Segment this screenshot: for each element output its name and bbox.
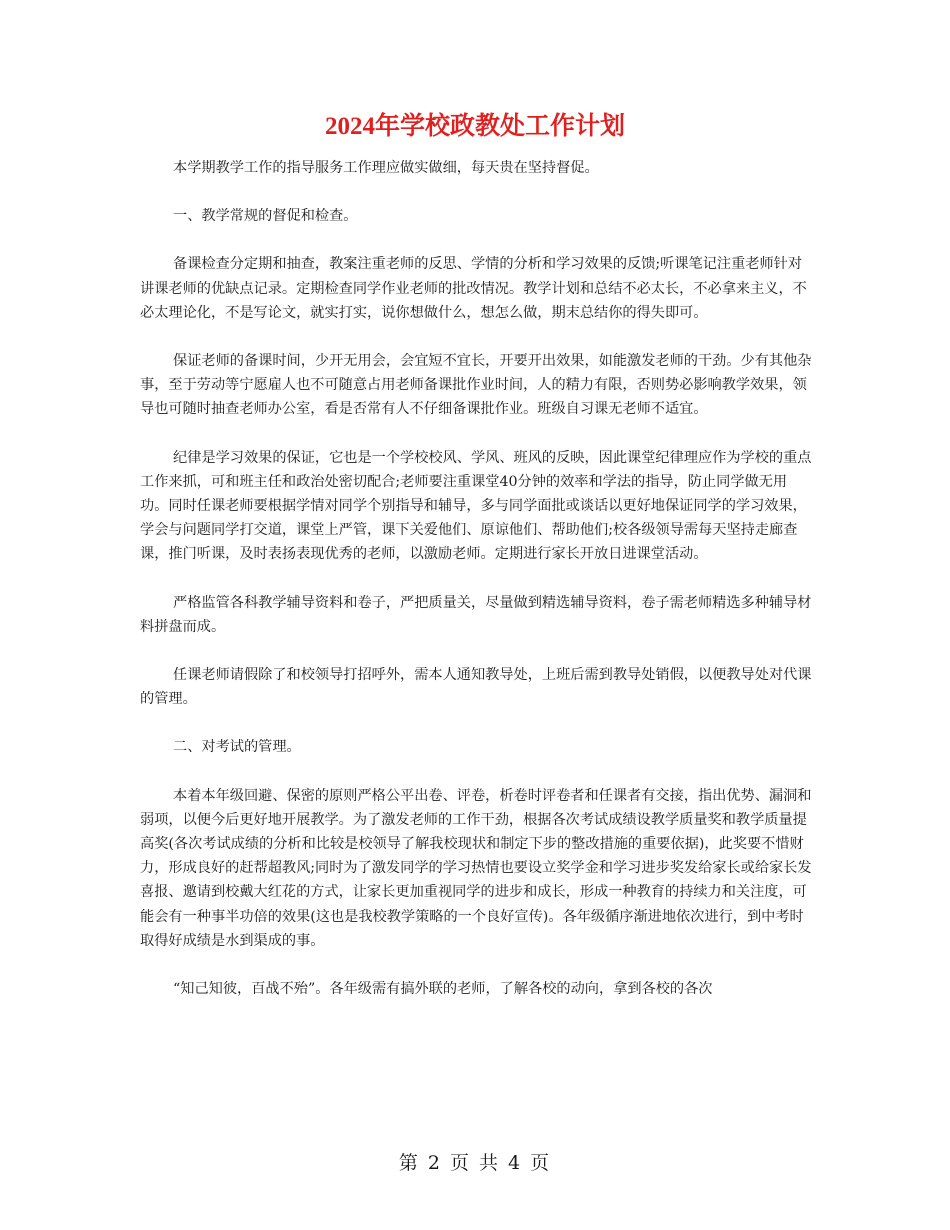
page-footer: 第 2 页 共 4 页 [398, 1152, 552, 1174]
paragraph: 备课检查分定期和抽查，教案注重老师的反思、学情的分析和学习效果的反馈;听课笔记注重老师针对讲课老师的优缺点记录。定期检查同学作业老师的批改情况。教学计划和总结不必太长，不必拿来主义，不必太理论化，不是写论文，就实打实，说你想做什么，想怎么做，期末总结你的得失即可。 [140, 256, 807, 321]
section-heading: 二、对考试的管理。 [173, 739, 301, 756]
paragraph: 本着本年级回避、保密的原则严格公平出卷、评卷，析卷时评卷者和任课者有交接，指出优势、漏洞和弱项，以便今后更好地开展教学。为了激发老师的工作干劲，根据各次考试成绩设教学质量奖和教学质量提高奖(各次考试成绩的分析和比较是校领导了解我校现状和制定下步的整改措施的重要依据)，此奖要不惜财力，形成良好的赶帮超教风;同时为了激发同学的学习热情也要设立奖学金和学习进步奖发给家长或给家长发喜报、邀请到校戴大红花的方式，让家长更加重视同学的进步和成长，形成一种教育的持续力和关注度，可能会有一种事半功倍的效果(这也是我校教学策略的一个良好宣传)。各年级循序渐进地依次进行，到中考时取得好成绩是水到渠成的事。 [140, 787, 812, 949]
paragraph: 任课老师请假除了和校领导打招呼外，需本人通知教导处，上班后需到教导处销假，以便教导处对代课的管理。 [140, 667, 812, 708]
paragraph: 纪律是学习效果的保证，它也是一个学校校风、学风、班风的反映，因此课堂纪律理应作为学校的重点工作来抓，可和班主任和政治处密切配合;老师要注重课堂40分钟的效率和学法的指导，防止同学做无用功。同时任课老师要根据学情对同学个别指导和辅导，多与同学面批或谈话以更好地保证同学的学习效果，学会与问题同学打交道，课堂上严管，课下关爱他们、原谅他们、帮助他们;校各级领导需每天坚持走廊查课，推门听课，及时表扬表现优秀的老师，以激励老师。定期进行家长开放日进课堂活动。 [140, 449, 812, 563]
paragraph: “知己知彼，百战不殆”。各年级需有搞外联的老师，了解各校的动向，拿到各校的各次 [173, 981, 713, 998]
section-heading: 一、教学常规的督促和检查。 [173, 208, 358, 225]
paragraph: 本学期教学工作的指导服务工作理应做实做细，每天贵在坚持督促。 [173, 160, 599, 176]
document-body [140, 156, 812, 1001]
paragraph: 保证老师的备课时间，少开无用会，会宜短不宜长，开要开出效果，如能激发老师的干劲。少有其他杂事，至于劳动等宁愿雇人也不可随意占用老师备课批作业时间，人的精力有限，否则势必影响教学效果，领导也可随时抽查老师办公室，看是否常有人不仔细备课批作业。班级自习课无老师不适宜。 [140, 353, 812, 418]
document-title: 2024年学校政教处工作计划 [324, 113, 625, 140]
paragraph: 严格监管各科教学辅导资料和卷子，严把质量关，尽量做到精选辅导资料，卷子需老师精选多种辅导材料拼盘而成。 [140, 594, 812, 635]
